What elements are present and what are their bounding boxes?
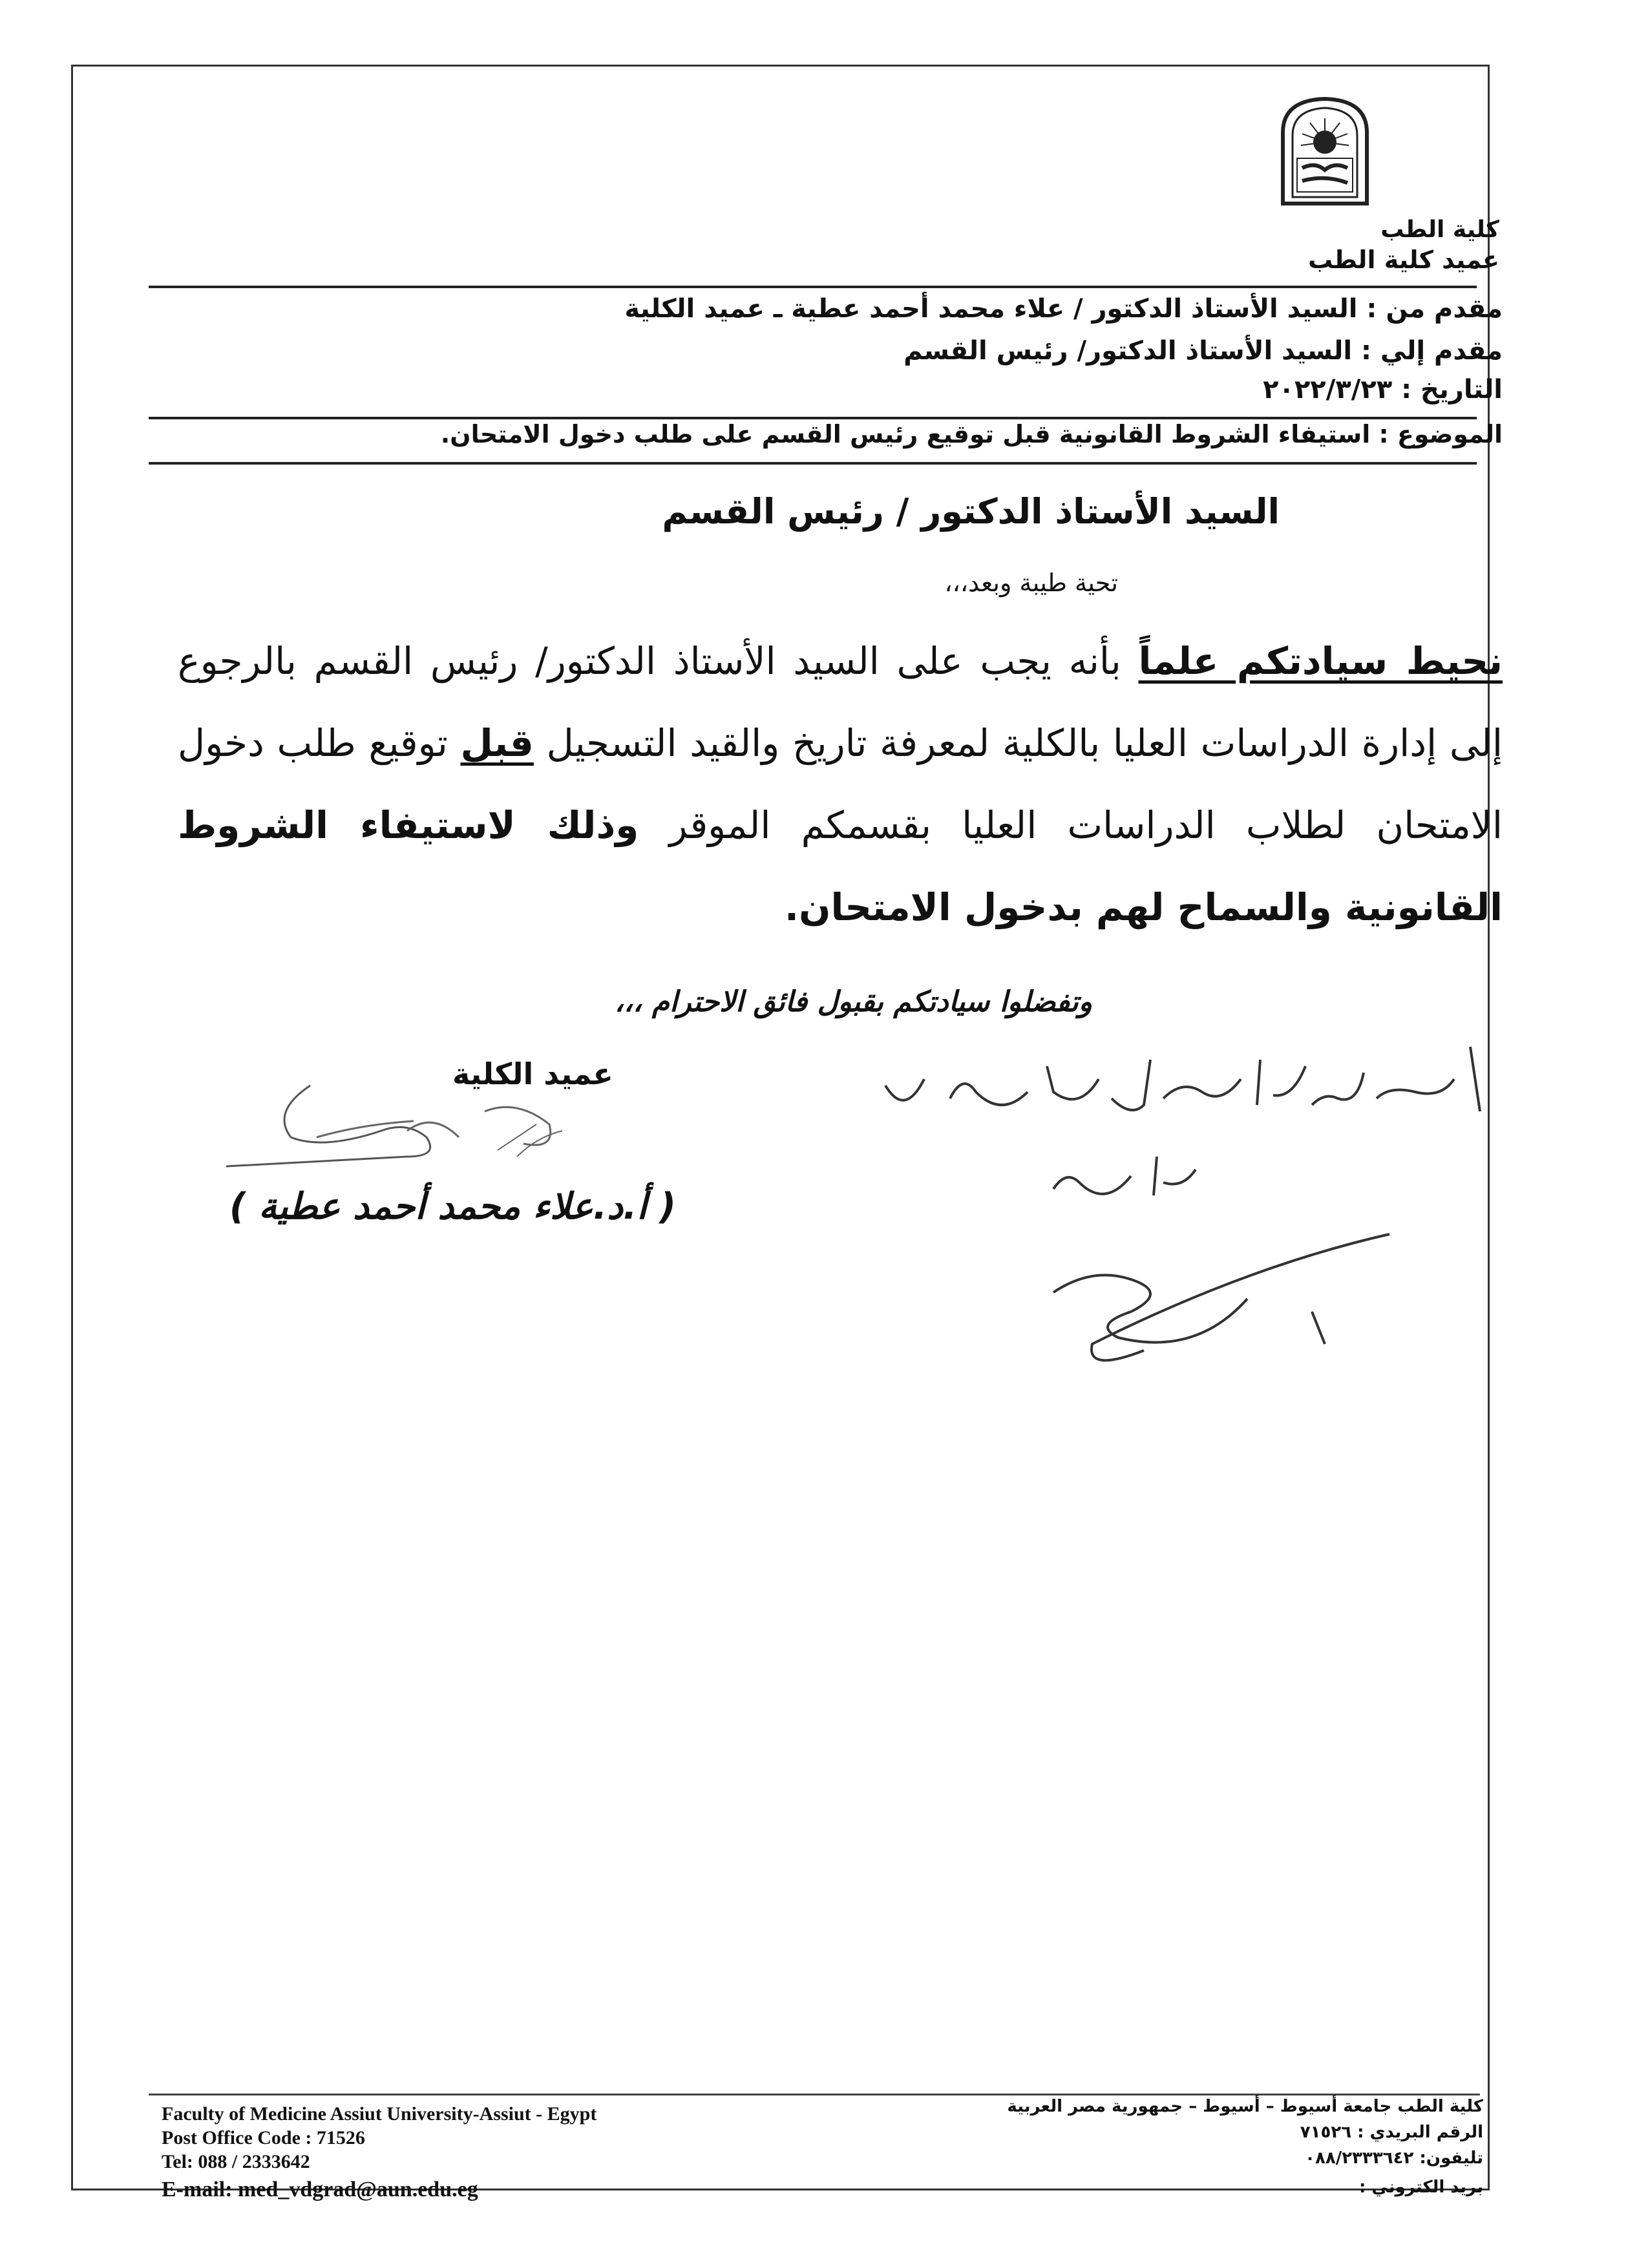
dean-office: عميد كلية الطب — [1307, 246, 1499, 274]
divider-mid — [149, 417, 1477, 419]
footer-ar-line3: تليفون: ٠٨٨/٢٣٣٣٦٤٢ — [1305, 2148, 1483, 2168]
faculty-name: كلية الطب — [1380, 216, 1499, 243]
notice-phrase: نحيط سيادتكم علماً — [1138, 639, 1503, 683]
footer-ar-line1: كلية الطب جامعة أسيوط – أسيوط – جمهورية مصر العربية — [1007, 2097, 1483, 2116]
footer-en-line2: Post Office Code : 71526 — [162, 2127, 365, 2148]
addressee: السيد الأستاذ الدكتور / رئيس القسم — [662, 491, 1280, 532]
divider-top — [149, 286, 1477, 288]
footer-ar-line2: الرقم البريدي : ٧١٥٢٦ — [1300, 2123, 1483, 2142]
university-logo — [1276, 94, 1373, 207]
memo-from: مقدم من : السيد الأستاذ الدكتور / علاء محمد أحمد عطية ـ عميد الكلية — [624, 294, 1503, 324]
paragraph-bold: وذلك لاستيفاء الشروط القانونية والسماح لهم بدخول الامتحان. — [178, 803, 1503, 929]
footer-en-line3: Tel: 088 / 2333642 — [162, 2151, 310, 2172]
paragraph-text-1: بأنه يجب على السيد الأستاذ الدكتور/ رئيس القسم بالرجوع إلى إدارة الدراسات العليا بالكلية لمعرفة تاريخ والقيد التسجيل — [178, 639, 1503, 765]
greeting: تحية طيبة وبعد،،، — [944, 569, 1118, 597]
dean-signature — [213, 1060, 575, 1176]
footer-divider — [149, 2094, 1480, 2095]
handwritten-note — [860, 1021, 1493, 1383]
memo-subject: الموضوع : استيفاء الشروط القانونية قبل توقيع رئيس القسم على طلب دخول الامتحان. — [440, 420, 1503, 448]
closing-line: وتفضلوا سيادتكم بقبول فائق الاحترام ،،، — [615, 985, 1092, 1018]
before-word: قبل — [460, 721, 534, 765]
memo-to: مقدم إلي : السيد الأستاذ الدكتور/ رئيس القسم — [903, 336, 1503, 366]
footer-en-email: E-mail: med_vdgrad@aun.edu.eg — [162, 2178, 478, 2201]
footer-en-line1: Faculty of Medicine Assiut University-Assiut - Egypt — [162, 2103, 597, 2125]
dean-name: ( أ.د.علاء محمد أحمد عطية ) — [229, 1186, 677, 1228]
body-paragraph — [178, 620, 1503, 949]
divider-bottom — [149, 462, 1477, 465]
memo-date: التاريخ : ٢٠٢٢/٣/٢٣ — [1263, 375, 1503, 404]
dean-title: عميد الكلية — [452, 1056, 613, 1091]
paragraph-text-2: توقيع طلب دخول الامتحان لطلاب الدراسات العليا بقسمكم الموقر — [178, 721, 1503, 847]
footer-ar-line4: بريد الكتروني : — [1358, 2178, 1483, 2197]
